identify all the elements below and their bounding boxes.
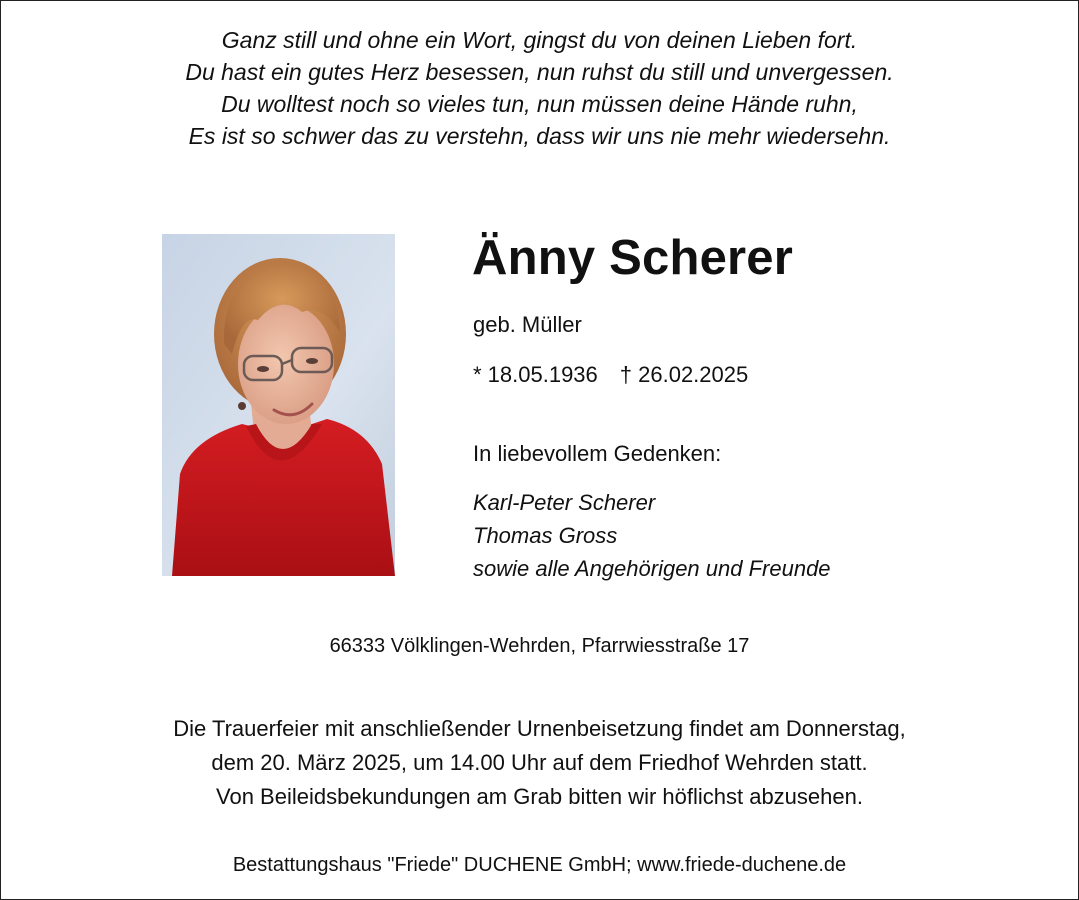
undertaker-credit: Bestattungshaus "Friede" DUCHENE GmbH; www.friede-duchene.de xyxy=(232,854,847,876)
poem-line: Ganz still und ohne ein Wort, gingst du von deinen Lieben fort. xyxy=(221,27,858,53)
death-date: † 26.02.2025 xyxy=(619,362,749,387)
address: 66333 Völklingen-Wehrden, Pfarrwiesstraße 17 xyxy=(329,635,750,657)
poem-line: Du wolltest noch so vieles tun, nun müssen deine Hände ruhn, xyxy=(221,91,858,117)
birth-date: * 18.05.1936 xyxy=(473,362,598,387)
mourner-name: sowie alle Angehörigen und Freunde xyxy=(473,556,831,581)
memory-heading: In liebevollem Gedenken: xyxy=(473,441,722,466)
ceremony-notice xyxy=(0,712,1079,814)
poem xyxy=(0,24,1079,152)
maiden-name: geb. Müller xyxy=(473,312,582,337)
ceremony-line: Die Trauerfeier mit anschließender Urnenbeisetzung findet am Donnerstag, xyxy=(173,716,906,741)
poem-line: Du hast ein gutes Herz besessen, nun ruhst du still und unvergessen. xyxy=(185,59,894,85)
life-dates xyxy=(473,362,748,388)
portrait-illustration xyxy=(162,234,395,576)
portrait-photo xyxy=(162,234,395,576)
mourner-name: Karl-Peter Scherer xyxy=(473,490,656,515)
poem-line: Es ist so schwer das zu verstehn, dass wir uns nie mehr wiedersehn. xyxy=(188,123,891,149)
ceremony-line: Von Beileidsbekundungen am Grab bitten wir höflichst abzusehen. xyxy=(216,784,863,809)
mourners-list xyxy=(473,486,831,585)
ceremony-line: dem 20. März 2025, um 14.00 Uhr auf dem Friedhof Wehrden statt. xyxy=(211,750,868,775)
deceased-name: Änny Scherer xyxy=(472,231,794,285)
mourner-name: Thomas Gross xyxy=(473,523,618,548)
